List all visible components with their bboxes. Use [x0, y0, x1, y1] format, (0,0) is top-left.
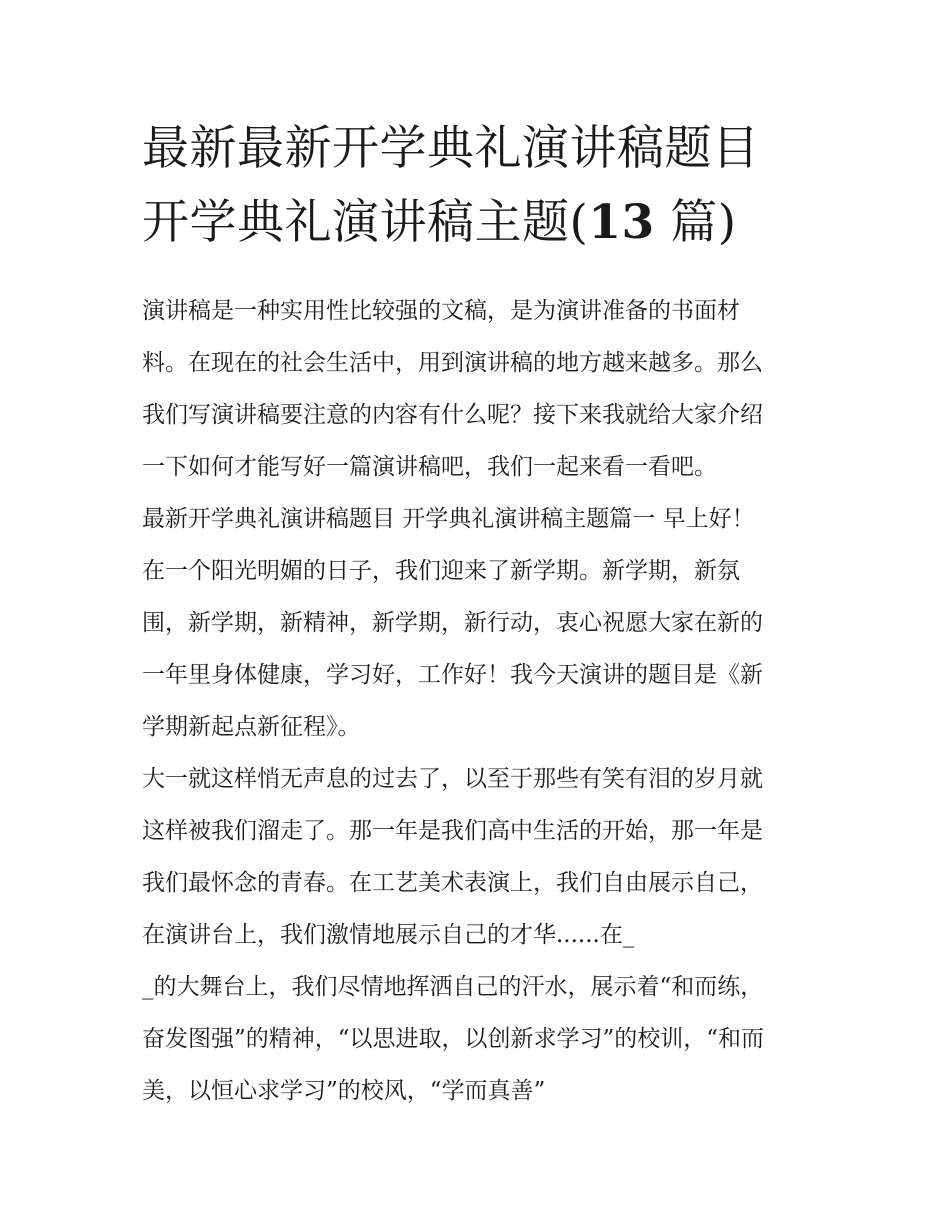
body-line: 我们最怀念的青春。在工艺美术表演上，我们自由展示自己， — [142, 870, 763, 896]
body-line: 一下如何才能写好一篇演讲稿吧，我们一起来看一看吧。 — [142, 454, 717, 480]
body-line: _的大舞台上，我们尽情地挥洒自己的汗水，展示着“和而练， — [142, 974, 764, 1000]
body-line: 美，以恒心求学习”的校风，“学而真善” — [142, 1078, 546, 1104]
title-line-2-suffix: 篇) — [654, 195, 737, 250]
body-line: 一年里身体健康，学习好，工作好！我今天演讲的题目是《新 — [142, 662, 763, 688]
document-title — [142, 112, 812, 260]
title-line-2-prefix: 开学典礼演讲稿主题( — [142, 195, 589, 250]
body-line: 最新开学典礼演讲稿题目 开学典礼演讲稿主题篇一 早上好！ — [142, 506, 755, 532]
body-line: 在一个阳光明媚的日子，我们迎来了新学期。新学期，新氛 — [142, 558, 740, 584]
document-page — [142, 112, 812, 1117]
title-line-2 — [142, 186, 812, 260]
body-line: 这样被我们溜走了。那一年是我们高中生活的开始，那一年是 — [142, 818, 763, 844]
title-count: 13 — [588, 195, 655, 250]
body-line: 大一就这样悄无声息的过去了，以至于那些有笑有泪的岁月就 — [142, 766, 763, 792]
body-line: 奋发图强”的精神，“以思进取，以创新求学习”的校训，“和而 — [142, 1026, 765, 1052]
body-line: 我们写演讲稿要注意的内容有什么呢？接下来我就给大家介绍 — [142, 402, 763, 428]
body-line: 围，新学期，新精神，新学期，新行动，衷心祝愿大家在新的 — [142, 610, 763, 636]
body-line: 在演讲台上，我们激情地展示自己的才华......在_ — [142, 922, 635, 948]
title-line-1: 最新最新开学典礼演讲稿题目 — [142, 121, 760, 176]
body-line: 料。在现在的社会生活中，用到演讲稿的地方越来越多。那么 — [142, 350, 763, 376]
body-line: 演讲稿是一种实用性比较强的文稿，是为演讲准备的书面材 — [142, 298, 740, 324]
document-body — [142, 285, 812, 1117]
body-line: 学期新起点新征程》。 — [142, 714, 361, 740]
